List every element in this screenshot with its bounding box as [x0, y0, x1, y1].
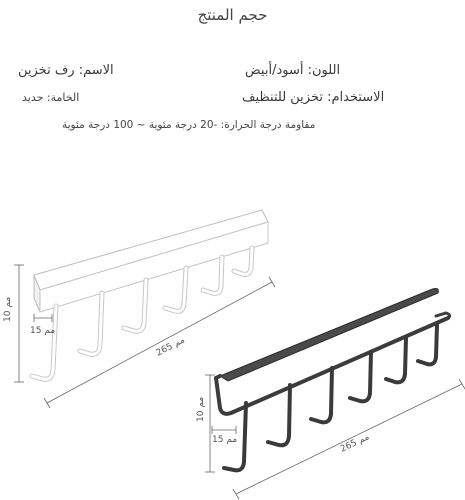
white-length-label: 265 مم	[154, 335, 187, 359]
spec-color: اللون: أسود/أبيض	[245, 63, 341, 78]
black-length-line	[236, 384, 462, 494]
black-height-label: 10 مم	[196, 396, 206, 422]
black-length-label: 265 مم	[338, 432, 372, 455]
white-depth-label: 15 مم	[30, 326, 56, 336]
spec-name: الاسم: رف تخزين	[18, 63, 114, 78]
black-rack	[196, 289, 465, 499]
black-depth-label: 15 مم	[212, 435, 238, 445]
black-rack-hooks	[224, 325, 437, 470]
white-height-label: 10 مم	[3, 296, 13, 322]
product-size-title: حجم المنتج	[197, 6, 268, 24]
spec-material: الخامة: حديد	[22, 91, 80, 104]
spec-heat-resistance: مقاومة درجة الحرارة: -20 درجة مئوية ~ 100 درجة مئوية	[62, 119, 316, 131]
spec-usage: الاستخدام: تخزين للتنظيف	[242, 90, 385, 105]
